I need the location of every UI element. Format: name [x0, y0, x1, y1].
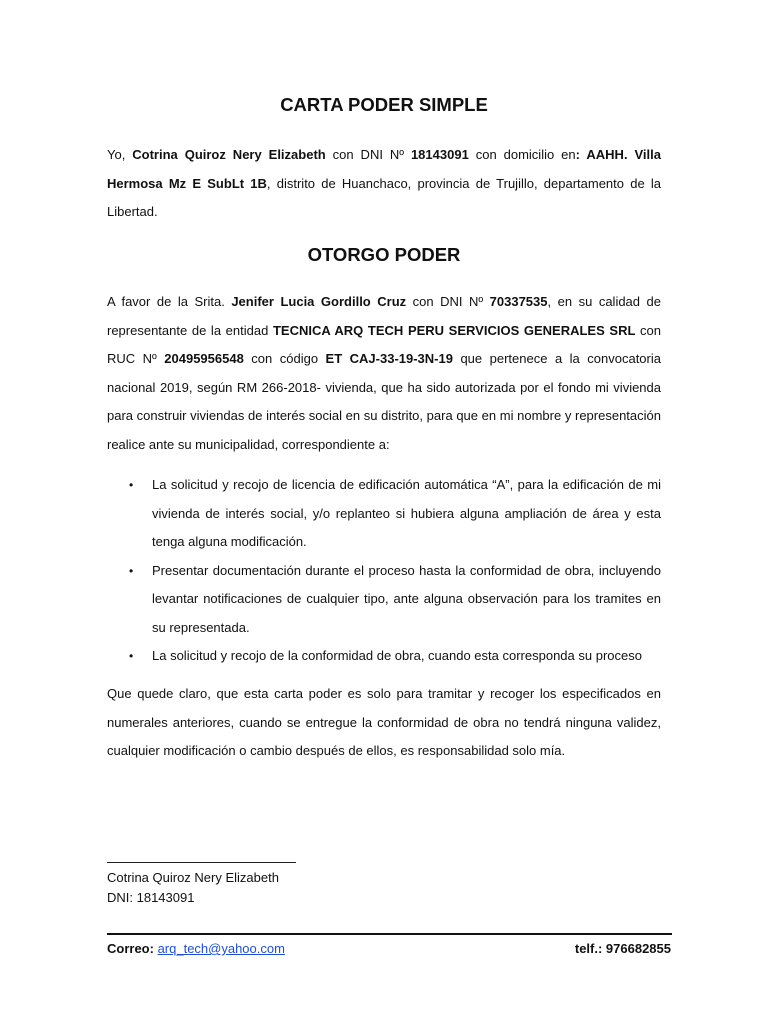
list-item [107, 471, 661, 557]
list-item [107, 557, 661, 643]
signature-name: Cotrina Quiroz Nery Elizabeth [107, 870, 279, 885]
list-item-text: La solicitud y recojo de licencia de edificación automática “A”, para la edificación de mi vivienda de interés social, y/o replanteo si hubiera alguna ampliación de área y esta tenga alguna modificación. [152, 477, 661, 549]
signature-dni: DNI: 18143091 [107, 890, 195, 905]
p2-text-2: con DNI Nº [406, 294, 490, 309]
p2-text-5: con código [243, 351, 326, 366]
powers-list [107, 471, 661, 671]
bullet-icon: • [129, 563, 134, 578]
grantee-dni: 70337535 [489, 294, 548, 309]
email-link[interactable]: arq_tech@yahoo.com [157, 941, 285, 956]
list-item-text: La solicitud y recojo de la conformidad de obra, cuando esta corresponda su proceso [152, 648, 642, 663]
p2-text-6: que pertenece a la convocatoria nacional 2019, según RM 266-2018- vivienda, que ha sido autorizada por el fondo mi vivienda para construir viviendas de interés social en su distrito, para que en mi nombre y representación realice ante su municipalidad, correspondiente a: [107, 351, 661, 452]
footer-phone: telf.: 976682855 [574, 941, 671, 956]
section-title: OTORGO PODER [307, 244, 461, 265]
entity-code: ET CAJ-33-19-3N-19 [325, 351, 453, 366]
grant-paragraph [107, 288, 661, 459]
grantor-dni: 18143091 [410, 147, 469, 162]
p1-text-1: Yo, [107, 147, 133, 162]
footer-email [107, 939, 285, 959]
document-title: CARTA PODER SIMPLE [280, 94, 488, 115]
declaration-paragraph [107, 141, 661, 227]
p1-text-2: con DNI Nº [325, 147, 411, 162]
signature-line [107, 862, 296, 863]
grantor-address: : AAHH. Villa Hermosa Mz E SubLt 1B [107, 147, 661, 191]
list-item [107, 642, 661, 671]
p2-text-4: con RUC Nº [107, 322, 661, 366]
grantee-name: Jenifer Lucia Gordillo Cruz [231, 294, 407, 309]
grantor-name: Cotrina Quiroz Nery Elizabeth [132, 147, 326, 162]
footer-divider [107, 933, 672, 935]
p1-text-3: con domicilio en [468, 147, 576, 162]
bullet-icon: • [129, 478, 134, 492]
list-item-text: Presentar documentación durante el proceso hasta la conformidad de obra, incluyendo levantar notificaciones de cualquier tipo, ante alguna observación para los tramites en su representada. [152, 562, 661, 635]
p1-text-4: , distrito de Huanchaco, provincia de Trujillo, departamento de la Libertad. [107, 175, 661, 219]
entity-name: TECNICA ARQ TECH PERU SERVICIOS GENERALES SRL [272, 322, 636, 338]
email-label: Correo: [107, 941, 158, 956]
entity-ruc: 20495956548 [164, 351, 244, 366]
p2-text-1: A favor de la Srita. [107, 294, 232, 309]
p2-text-3: , en su calidad de representante de la entidad [107, 294, 661, 338]
closing-paragraph: Que quede claro, que esta carta poder es solo para tramitar y recoger los especificados en numerales anteriores, cuando se entregue la conformidad de obra no tendrá ninguna validez, cualquier modificación o cambio después de ellos, es responsabilidad solo mía. [107, 686, 661, 758]
bullet-icon: • [129, 649, 134, 663]
